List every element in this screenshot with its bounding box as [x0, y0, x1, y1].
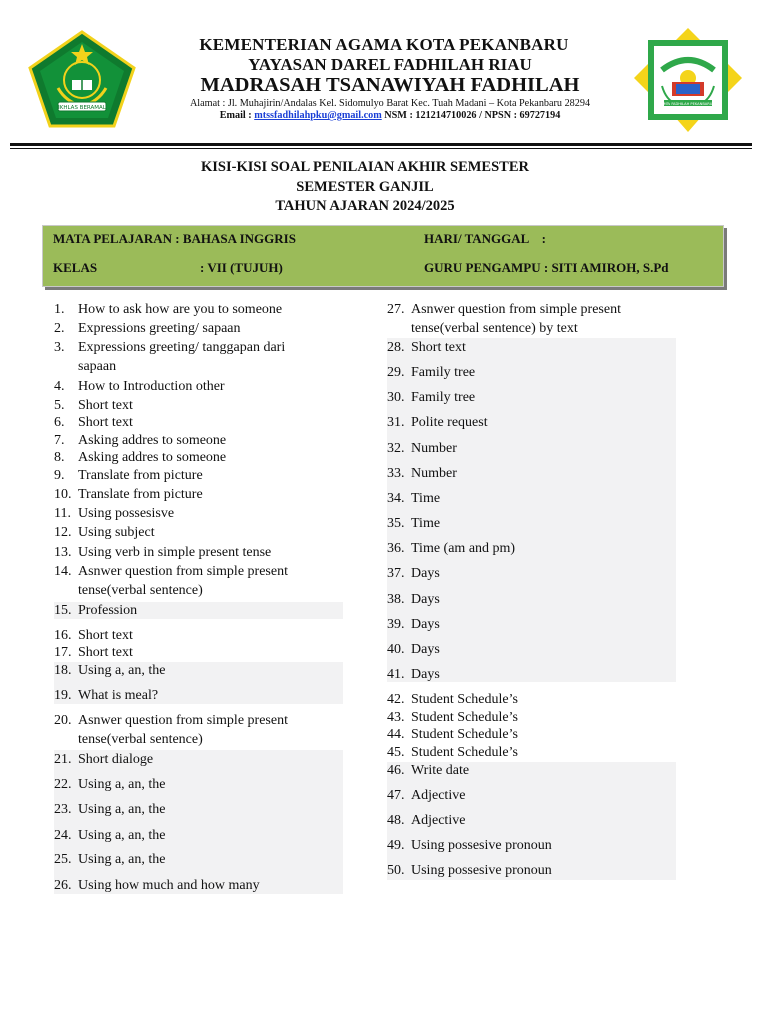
item-number: 18.: [54, 663, 72, 678]
item-number: 50.: [387, 863, 405, 878]
kemenag-logo-text: IKHLAS BERAMAL: [58, 105, 106, 111]
list-item: [54, 712, 288, 748]
item-text-line: Using possesisve: [78, 506, 175, 521]
item-number: 40.: [387, 642, 405, 657]
item-text-line: tense(verbal sentence): [78, 583, 203, 598]
item-text: [78, 544, 271, 561]
item-text-line: Short text: [78, 628, 133, 643]
list-item: [387, 565, 440, 582]
item-text-line: Asking addres to someone: [78, 433, 227, 448]
item-text-line: Asnwer question from simple present: [78, 713, 288, 728]
item-number: 24.: [54, 828, 72, 843]
list-item: [54, 414, 133, 431]
item-number: 16.: [54, 628, 72, 643]
item-text-line: Time (am and pm): [411, 541, 516, 556]
item-text: [411, 862, 552, 879]
list-item: [387, 515, 440, 532]
item-text-line: Expressions greeting/ sapaan: [78, 321, 241, 336]
item-text: [78, 563, 288, 599]
item-text: [78, 627, 133, 644]
teacher-label: GURU PENGAMPU : SITI AMIROH, S.Pd: [424, 260, 669, 275]
item-number: 27.: [387, 302, 405, 317]
list-item: [387, 465, 457, 482]
item-text-line: Student Schedule’s: [411, 692, 518, 707]
list-item: [387, 691, 518, 708]
kemenag-logo: [28, 30, 136, 128]
list-item: [54, 397, 133, 414]
item-number: 48.: [387, 813, 405, 828]
list-item: [54, 449, 226, 466]
item-text: [78, 397, 133, 414]
item-text: [78, 851, 165, 868]
item-text-line: Using a, an, the: [78, 777, 166, 792]
item-text-line: Using possesive pronoun: [411, 863, 552, 878]
list-item: [54, 751, 153, 768]
item-text: [78, 449, 226, 466]
item-text-line: Using a, an, the: [78, 852, 166, 867]
item-text: [411, 837, 552, 854]
item-text: [411, 726, 518, 743]
list-item: [54, 524, 155, 541]
item-text: [411, 591, 440, 608]
item-number: 34.: [387, 491, 405, 506]
item-number: 45.: [387, 745, 405, 760]
item-text: [411, 540, 515, 557]
item-text-line: tense(verbal sentence): [78, 732, 203, 747]
foundation-name: YAYASAN DAREL FADHILAH RIAU: [248, 54, 532, 74]
item-text-line: Days: [411, 617, 440, 632]
item-number: 19.: [54, 688, 72, 703]
list-item: [387, 301, 621, 337]
item-number: 7.: [54, 433, 65, 448]
list-item: [387, 641, 440, 658]
list-item: [387, 591, 440, 608]
item-text: [78, 602, 137, 619]
item-text-line: Using a, an, the: [78, 663, 166, 678]
email-link[interactable]: mtssfadhilahpku@gmail.com: [254, 110, 382, 122]
item-number: 4.: [54, 379, 65, 394]
list-item: [54, 602, 137, 619]
document-title: [0, 158, 730, 217]
item-text-line: tense(verbal sentence) by text: [411, 321, 578, 336]
list-item: [387, 540, 515, 557]
title-line-3: TAHUN AJARAN 2024/2025: [275, 198, 455, 214]
item-number: 13.: [54, 545, 72, 560]
item-text: [78, 712, 288, 748]
item-number: 36.: [387, 541, 405, 556]
list-item: [387, 616, 440, 633]
item-text-line: Days: [411, 642, 440, 657]
item-number: 8.: [54, 450, 65, 465]
item-text-line: How to Introduction other: [78, 379, 225, 394]
item-number: 44.: [387, 727, 405, 742]
item-text-line: Adjective: [411, 788, 466, 803]
list-item: [387, 862, 552, 879]
list-item: [387, 339, 466, 356]
item-text-line: Family tree: [411, 390, 476, 405]
item-text: [411, 762, 469, 779]
item-text: [411, 812, 465, 829]
item-text-line: Using verb in simple present tense: [78, 545, 272, 560]
item-text-line: Student Schedule’s: [411, 745, 518, 760]
list-item: [54, 467, 203, 484]
item-text-line: Translate from picture: [78, 487, 203, 502]
contact-line: [150, 110, 630, 121]
list-item: [387, 709, 518, 726]
item-text-line: Time: [411, 516, 441, 531]
item-number: 32.: [387, 441, 405, 456]
item-number: 39.: [387, 617, 405, 632]
item-text-line: Number: [411, 466, 457, 481]
list-item: [387, 762, 469, 779]
subject-label: MATA PELAJARAN : BAHASA INGGRIS: [53, 231, 296, 246]
item-text: [411, 744, 518, 761]
date-label: HARI/ TANGGAL :: [424, 231, 546, 246]
item-number: 10.: [54, 487, 72, 502]
item-text: [411, 414, 488, 431]
item-text-line: Short dialoge: [78, 752, 154, 767]
item-number: 12.: [54, 525, 72, 540]
class-value: : VII (TUJUH): [200, 260, 283, 275]
item-text: [78, 827, 165, 844]
item-number: 28.: [387, 340, 405, 355]
item-number: 38.: [387, 592, 405, 607]
item-text: [411, 490, 440, 507]
item-text-line: Profession: [78, 603, 138, 618]
item-text-line: Short text: [78, 415, 133, 430]
item-number: 21.: [54, 752, 72, 767]
item-text: [78, 801, 165, 818]
list-item: [54, 486, 203, 503]
item-text-line: Student Schedule’s: [411, 727, 518, 742]
item-text: [78, 877, 260, 894]
item-text: [78, 301, 282, 318]
item-text-line: Polite request: [411, 415, 488, 430]
item-text: [411, 709, 518, 726]
list-item: [54, 662, 165, 679]
item-number: 47.: [387, 788, 405, 803]
item-text: [411, 465, 457, 482]
item-text: [411, 787, 465, 804]
item-text-line: Asnwer question from simple present: [78, 564, 288, 579]
item-number: 29.: [387, 365, 405, 380]
item-text-line: Using possesive pronoun: [411, 838, 552, 853]
header-rule-thin: [10, 148, 752, 149]
item-text: [78, 687, 158, 704]
item-text: [411, 364, 475, 381]
item-text-line: Family tree: [411, 365, 476, 380]
list-item: [387, 389, 475, 406]
school-address: Alamat : Jl. Muhajirin/Andalas Kel. Sidomulyo Barat Kec. Tuah Madani – Kota Pekanbaru 28294: [189, 97, 591, 109]
item-text-line: How to ask how are you to someone: [78, 302, 283, 317]
list-item: [54, 801, 165, 818]
item-number: 3.: [54, 340, 65, 355]
item-text: [78, 505, 174, 522]
item-text: [78, 414, 133, 431]
item-number: 25.: [54, 852, 72, 867]
list-item: [54, 851, 165, 868]
list-item: [54, 320, 241, 337]
list-item: [54, 644, 133, 661]
item-text: [78, 524, 155, 541]
item-text: [411, 666, 440, 683]
item-number: 5.: [54, 398, 65, 413]
item-text-line: Using a, an, the: [78, 828, 166, 843]
list-item: [54, 432, 226, 449]
item-text-line: Short text: [411, 340, 466, 355]
list-item: [54, 563, 288, 599]
item-text: [78, 486, 203, 503]
list-item: [387, 666, 440, 683]
item-text: [78, 378, 225, 395]
item-number: 22.: [54, 777, 72, 792]
list-item: [387, 744, 518, 761]
school-logo-text: MTs FADHILAH PEKANBARU: [663, 102, 713, 106]
item-number: 1.: [54, 302, 65, 317]
school-logo: [632, 26, 744, 136]
item-text-line: Using how much and how many: [78, 878, 260, 893]
list-item: [387, 490, 440, 507]
item-number: 30.: [387, 390, 405, 405]
item-text: [78, 662, 165, 679]
item-number: 46.: [387, 763, 405, 778]
exam-info-box: [42, 225, 724, 287]
item-text-line: Days: [411, 566, 440, 581]
item-number: 35.: [387, 516, 405, 531]
item-number: 11.: [54, 506, 71, 521]
item-text-line: What is meal?: [78, 688, 159, 703]
item-number: 15.: [54, 603, 72, 618]
header-rule-thick: [10, 143, 752, 146]
item-text-line: Adjective: [411, 813, 466, 828]
item-text-line: Days: [411, 592, 440, 607]
item-number: 37.: [387, 566, 405, 581]
item-text: [411, 515, 440, 532]
list-item: [54, 687, 158, 704]
item-number: 33.: [387, 466, 405, 481]
item-text-line: Short text: [78, 645, 133, 660]
item-number: 20.: [54, 713, 72, 728]
item-text: [411, 616, 440, 633]
email-label: Email :: [219, 110, 255, 122]
class-label: KELAS: [53, 260, 98, 275]
item-text-line: Expressions greeting/ tanggapan dari: [78, 340, 286, 355]
school-ids: NSM : 121214710026 / NPSN : 69727194: [381, 110, 561, 122]
item-number: 26.: [54, 878, 72, 893]
item-text-line: Using subject: [78, 525, 155, 540]
item-text-line: Asnwer question from simple present: [411, 302, 621, 317]
school-name: MADRASAH TSANAWIYAH FADHILAH: [200, 74, 580, 97]
list-item: [387, 726, 518, 743]
list-item: [54, 339, 285, 375]
item-text-line: Translate from picture: [78, 468, 203, 483]
item-text: [411, 565, 440, 582]
list-item: [54, 544, 271, 561]
item-number: 42.: [387, 692, 405, 707]
item-number: 2.: [54, 321, 65, 336]
list-item: [387, 812, 465, 829]
item-text: [411, 339, 466, 356]
title-line-2: SEMESTER GANJIL: [296, 178, 434, 195]
list-item: [387, 787, 465, 804]
item-text: [411, 301, 621, 337]
list-item: [54, 505, 174, 522]
list-item: [54, 378, 225, 395]
item-text: [411, 641, 440, 658]
item-text-line: Write date: [411, 763, 470, 778]
letterhead: [150, 36, 630, 121]
item-number: 17.: [54, 645, 72, 660]
row-shade: [54, 750, 343, 894]
item-text: [78, 644, 133, 661]
item-number: 41.: [387, 667, 405, 682]
list-item: [387, 837, 552, 854]
list-item: [387, 364, 475, 381]
list-item: [54, 627, 133, 644]
item-number: 6.: [54, 415, 65, 430]
item-text-line: Time: [411, 491, 441, 506]
item-number: 31.: [387, 415, 405, 430]
item-number: 43.: [387, 710, 405, 725]
item-text: [78, 776, 165, 793]
list-item: [54, 877, 260, 894]
item-text: [78, 339, 285, 375]
item-number: 23.: [54, 802, 72, 817]
item-text-line: Student Schedule’s: [411, 710, 518, 725]
item-text-line: Asking addres to someone: [78, 450, 227, 465]
item-text: [411, 389, 475, 406]
item-text-line: Number: [411, 441, 457, 456]
list-item: [54, 301, 282, 318]
item-text-line: sapaan: [78, 359, 117, 374]
list-item: [54, 827, 165, 844]
item-text: [78, 751, 153, 768]
list-item: [387, 414, 488, 431]
ministry-name: KEMENTERIAN AGAMA KOTA PEKANBARU: [199, 35, 569, 54]
item-number: 9.: [54, 468, 65, 483]
item-text: [78, 467, 203, 484]
list-item: [54, 776, 165, 793]
item-text-line: Using a, an, the: [78, 802, 166, 817]
item-text-line: Short text: [78, 398, 133, 413]
item-text: [78, 320, 241, 337]
item-number: 14.: [54, 564, 72, 579]
item-text: [78, 432, 226, 449]
title-line-1: KISI-KISI SOAL PENILAIAN AKHIR SEMESTER: [201, 159, 529, 175]
item-text-line: Days: [411, 667, 440, 682]
item-text: [411, 691, 518, 708]
item-number: 49.: [387, 838, 405, 853]
list-item: [387, 440, 457, 457]
item-text: [411, 440, 457, 457]
